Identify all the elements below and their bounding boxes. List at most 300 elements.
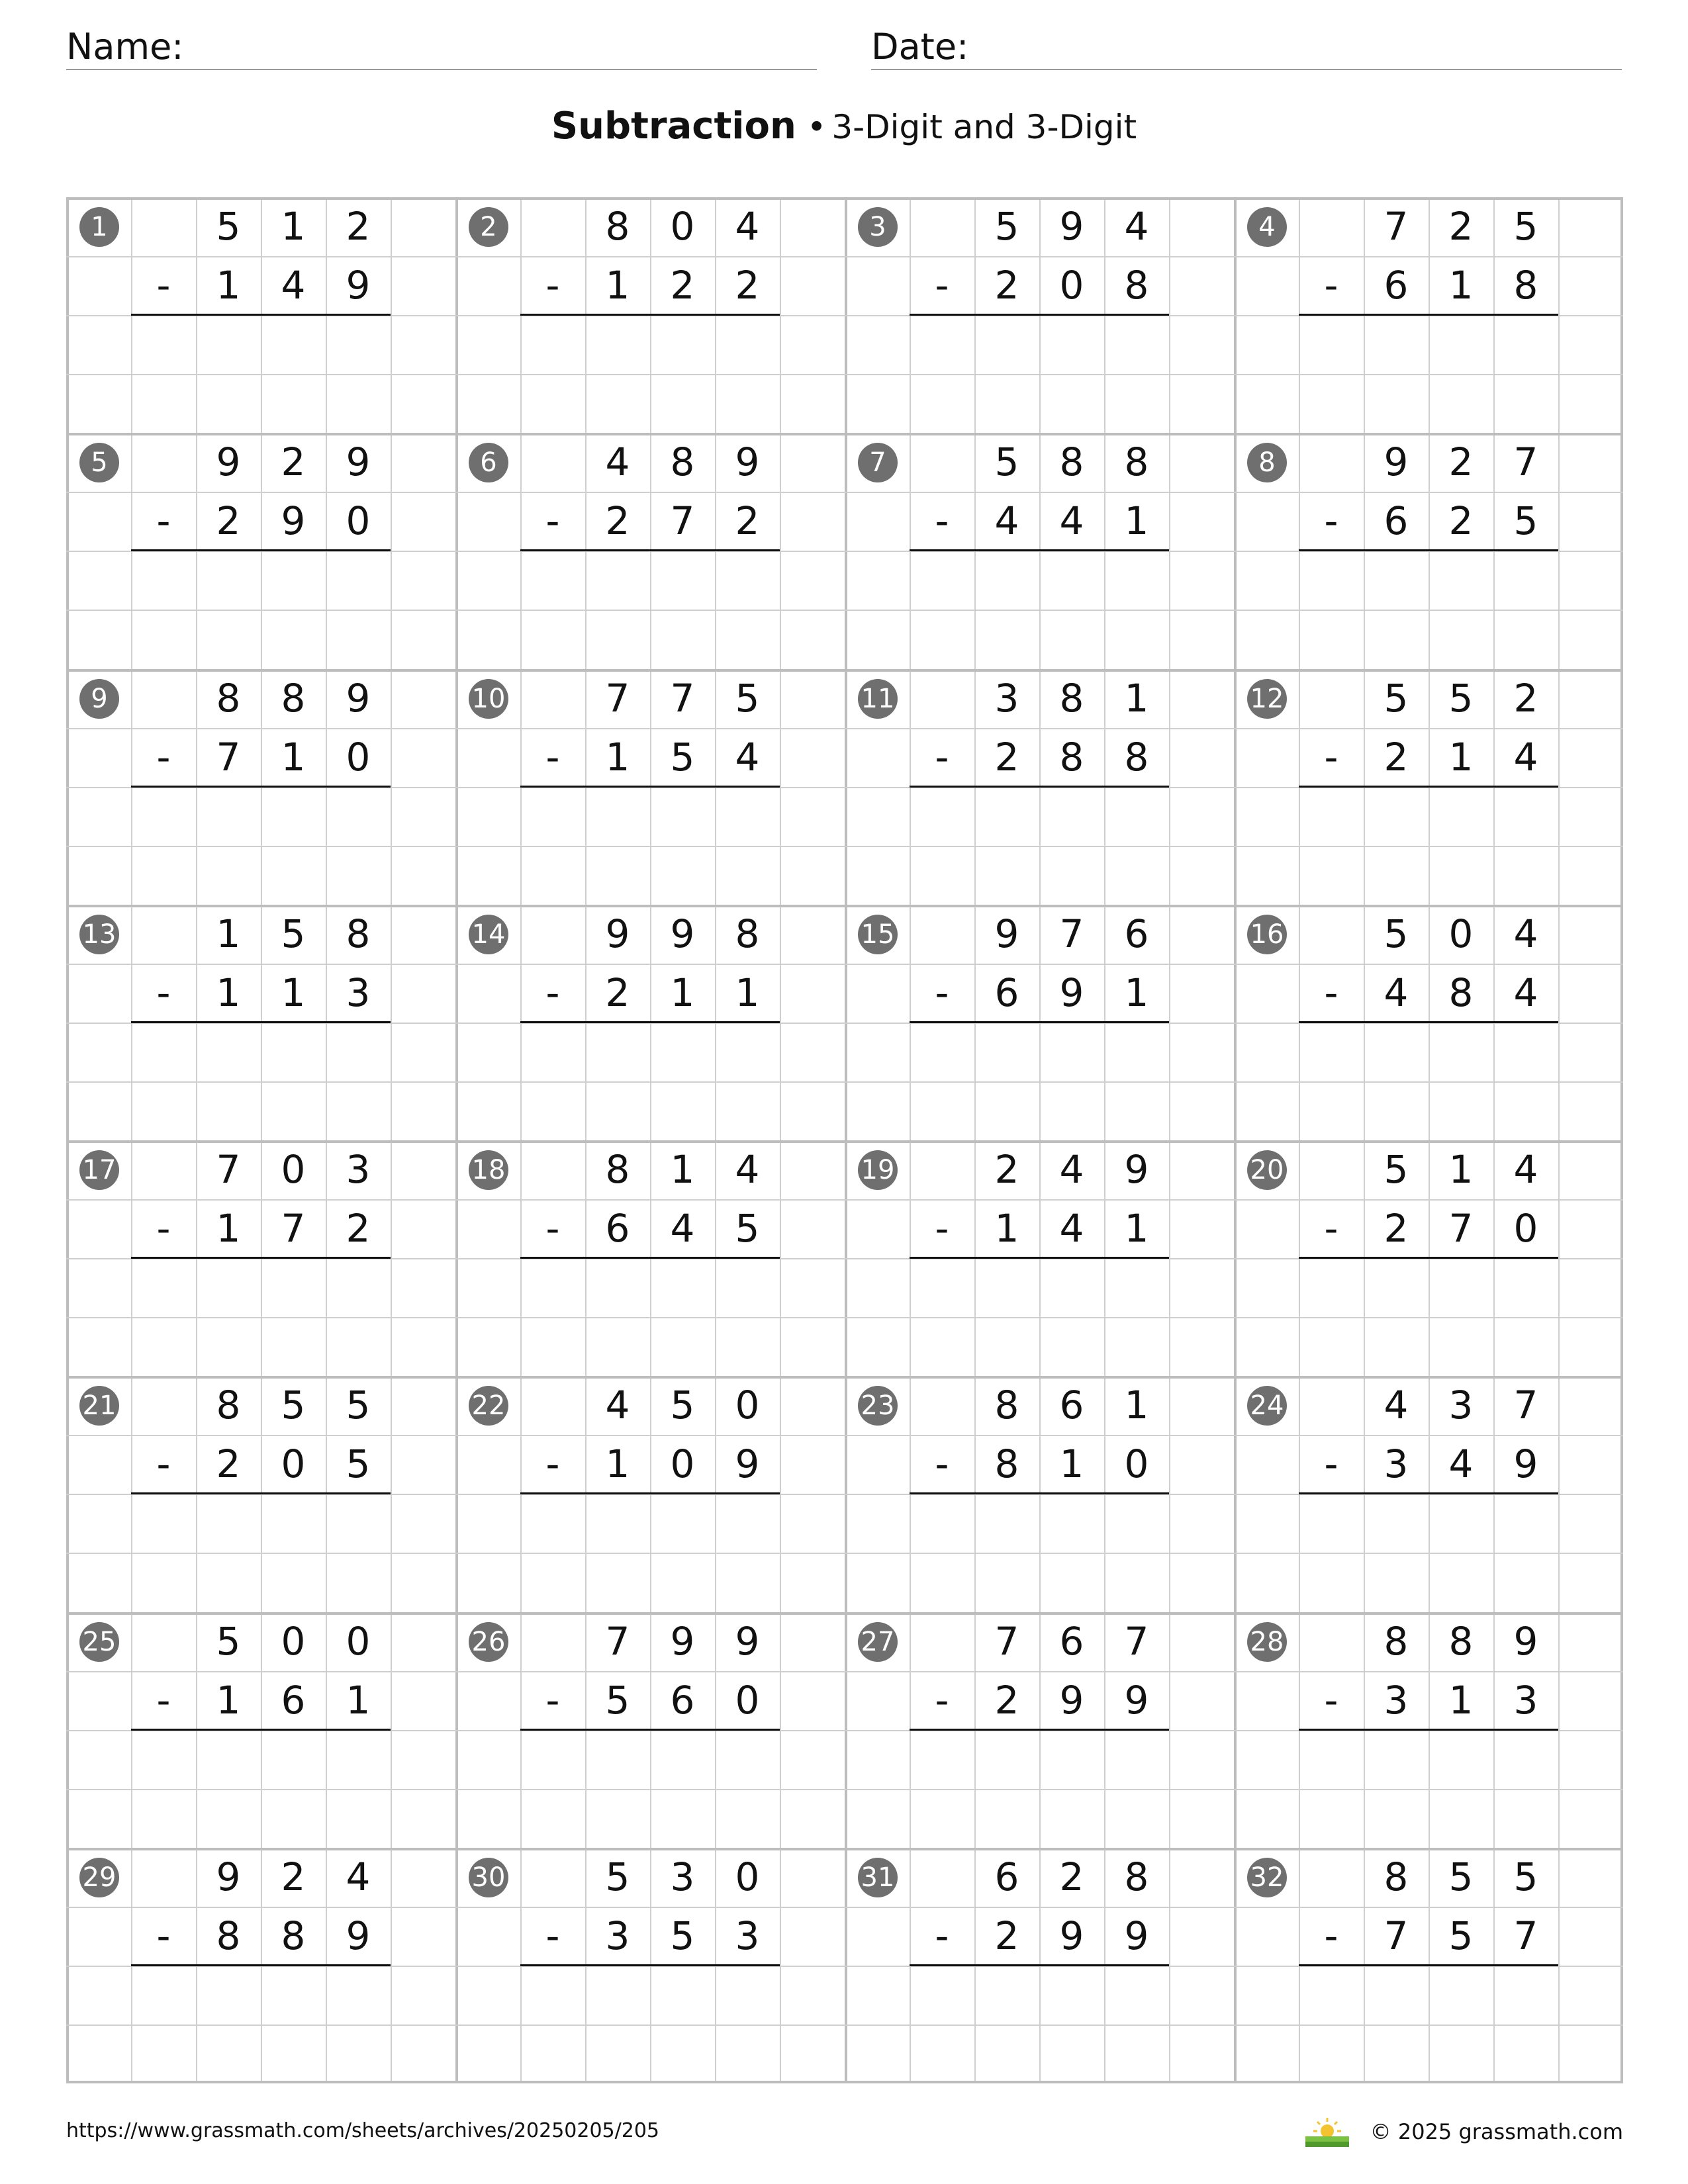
subtrahend-digit: 5 xyxy=(1513,498,1538,544)
problem xyxy=(66,1376,455,1612)
subtrahend-digit: 4 xyxy=(1383,970,1409,1015)
answer-line xyxy=(1299,314,1558,316)
minuend-digit: 5 xyxy=(281,911,306,956)
answer-line xyxy=(910,1729,1169,1731)
problem-number: 19 xyxy=(858,1150,898,1190)
subtrahend-digit: 6 xyxy=(994,970,1019,1015)
title-bullet: • xyxy=(806,108,827,146)
minuend-digit: 6 xyxy=(1124,911,1149,956)
subtrahend-digit: 4 xyxy=(1448,1441,1474,1487)
problem-number: 28 xyxy=(1247,1622,1287,1662)
subtrahend-digit: 1 xyxy=(216,263,241,308)
subtrahend-digit: 0 xyxy=(346,734,371,780)
minus-sign: - xyxy=(156,734,171,780)
subtrahend-digit: 1 xyxy=(1124,1206,1149,1251)
subtrahend-digit: 4 xyxy=(670,1206,695,1251)
minuend-digit: 5 xyxy=(216,1618,241,1664)
minuend-digit: 7 xyxy=(1513,1383,1538,1428)
minuend-digit: 8 xyxy=(1124,439,1149,485)
problem xyxy=(845,1376,1234,1612)
subtrahend-digit: 7 xyxy=(670,498,695,544)
subtrahend-digit: 3 xyxy=(1383,1441,1409,1487)
minuend-digit: 9 xyxy=(346,675,371,721)
problem xyxy=(66,433,455,668)
minuend-digit: 5 xyxy=(216,204,241,249)
subtrahend-digit: 6 xyxy=(605,1206,630,1251)
answer-line xyxy=(910,314,1169,316)
minus-sign: - xyxy=(935,970,949,1015)
minuend-digit: 9 xyxy=(216,1854,241,1899)
problem-number: 23 xyxy=(858,1386,898,1426)
minuend-digit: 9 xyxy=(1059,204,1084,249)
subtrahend-digit: 7 xyxy=(281,1206,306,1251)
subtrahend-digit: 6 xyxy=(281,1677,306,1723)
minuend-digit: 1 xyxy=(1448,1147,1474,1192)
minuend-digit: 9 xyxy=(1513,1618,1538,1664)
subtrahend-digit: 2 xyxy=(994,1677,1019,1723)
minuend-digit: 0 xyxy=(1448,911,1474,956)
minus-sign: - xyxy=(935,498,949,544)
problem-number: 25 xyxy=(79,1622,119,1662)
subtrahend-digit: 9 xyxy=(281,498,306,544)
problem-number: 20 xyxy=(1247,1150,1287,1190)
minus-sign: - xyxy=(935,1441,949,1487)
minuend-digit: 7 xyxy=(1383,204,1409,249)
minus-sign: - xyxy=(935,734,949,780)
minus-sign: - xyxy=(545,1206,560,1251)
problem-number: 5 xyxy=(79,443,119,482)
subtrahend-digit: 9 xyxy=(346,1913,371,1958)
subtrahend-digit: 1 xyxy=(346,1677,371,1723)
name-field[interactable] xyxy=(66,26,817,70)
answer-line xyxy=(910,1021,1169,1023)
minus-sign: - xyxy=(1324,734,1338,780)
minuend-digit: 5 xyxy=(1383,675,1409,721)
minuend-digit: 5 xyxy=(281,1383,306,1428)
answer-line xyxy=(1299,1492,1558,1494)
subtrahend-digit: 0 xyxy=(346,498,371,544)
subtrahend-digit: 0 xyxy=(1059,263,1084,308)
answer-line xyxy=(131,1492,391,1494)
subtrahend-digit: 6 xyxy=(1383,263,1409,308)
minuend-digit: 6 xyxy=(1059,1618,1084,1664)
minuend-digit: 6 xyxy=(994,1854,1019,1899)
minuend-digit: 4 xyxy=(1124,204,1149,249)
subtrahend-digit: 8 xyxy=(281,1913,306,1958)
footer-url: https://www.grassmath.com/sheets/archives/20250205/205 xyxy=(66,2119,660,2142)
minuend-digit: 5 xyxy=(994,439,1019,485)
minuend-digit: 3 xyxy=(1448,1383,1474,1428)
subtrahend-digit: 8 xyxy=(994,1441,1019,1487)
problem-number: 18 xyxy=(469,1150,508,1190)
minuend-digit: 8 xyxy=(1448,1618,1474,1664)
minuend-digit: 7 xyxy=(670,675,695,721)
subtrahend-digit: 5 xyxy=(670,1913,695,1958)
problem-number: 15 xyxy=(858,915,898,954)
subtrahend-digit: 7 xyxy=(1383,1913,1409,1958)
minuend-digit: 4 xyxy=(605,439,630,485)
minuend-digit: 8 xyxy=(1383,1854,1409,1899)
subtrahend-digit: 4 xyxy=(1059,1206,1084,1251)
minuend-digit: 9 xyxy=(994,911,1019,956)
problem xyxy=(845,1140,1234,1376)
subtrahend-digit: 8 xyxy=(1124,734,1149,780)
subtrahend-digit: 5 xyxy=(346,1441,371,1487)
problem xyxy=(455,1612,845,1848)
minuend-digit: 4 xyxy=(735,204,760,249)
subtrahend-digit: 1 xyxy=(216,1206,241,1251)
minus-sign: - xyxy=(545,1441,560,1487)
problem-number: 8 xyxy=(1247,443,1287,482)
subtrahend-digit: 5 xyxy=(605,1677,630,1723)
subtrahend-digit: 0 xyxy=(1513,1206,1538,1251)
answer-line xyxy=(520,549,780,551)
subtrahend-digit: 5 xyxy=(670,734,695,780)
minuend-digit: 3 xyxy=(670,1854,695,1899)
worksheet-title xyxy=(0,105,1688,148)
minuend-digit: 9 xyxy=(735,439,760,485)
footer-brand xyxy=(1304,2115,1623,2148)
minuend-digit: 9 xyxy=(670,911,695,956)
minuend-digit: 1 xyxy=(1124,1383,1149,1428)
subtrahend-digit: 4 xyxy=(994,498,1019,544)
subtrahend-digit: 2 xyxy=(1383,1206,1409,1251)
title-sub: 3-Digit and 3-Digit xyxy=(831,108,1137,146)
subtrahend-digit: 4 xyxy=(1059,498,1084,544)
minuend-digit: 8 xyxy=(735,911,760,956)
minuend-digit: 5 xyxy=(1513,1854,1538,1899)
problem-number: 10 xyxy=(469,679,508,719)
subtrahend-digit: 9 xyxy=(1513,1441,1538,1487)
answer-line xyxy=(910,1257,1169,1259)
subtrahend-digit: 1 xyxy=(670,970,695,1015)
problem xyxy=(66,905,455,1140)
minuend-digit: 8 xyxy=(1124,1854,1149,1899)
subtrahend-digit: 1 xyxy=(281,970,306,1015)
minuend-digit: 7 xyxy=(1513,439,1538,485)
answer-line xyxy=(520,1257,780,1259)
minus-sign: - xyxy=(1324,498,1338,544)
minus-sign: - xyxy=(1324,1441,1338,1487)
problem-number: 22 xyxy=(469,1386,508,1426)
subtrahend-digit: 2 xyxy=(1383,734,1409,780)
problem-number: 26 xyxy=(469,1622,508,1662)
subtrahend-digit: 2 xyxy=(216,1441,241,1487)
minuend-digit: 8 xyxy=(216,675,241,721)
answer-line xyxy=(910,1964,1169,1966)
problem xyxy=(66,1612,455,1848)
minus-sign: - xyxy=(1324,970,1338,1015)
answer-line xyxy=(520,1021,780,1023)
problem-number: 3 xyxy=(858,207,898,247)
problem xyxy=(455,669,845,905)
minus-sign: - xyxy=(935,1677,949,1723)
problem xyxy=(845,197,1234,433)
problem-number: 27 xyxy=(858,1622,898,1662)
minuend-digit: 8 xyxy=(1059,439,1084,485)
minuend-digit: 0 xyxy=(735,1383,760,1428)
minuend-digit: 2 xyxy=(281,1854,306,1899)
problem xyxy=(455,1140,845,1376)
title-main: Subtraction xyxy=(551,105,796,148)
minuend-digit: 9 xyxy=(216,439,241,485)
minus-sign: - xyxy=(545,1913,560,1958)
subtrahend-digit: 2 xyxy=(994,734,1019,780)
minuend-digit: 5 xyxy=(1513,204,1538,249)
answer-line xyxy=(910,549,1169,551)
minus-sign: - xyxy=(545,1677,560,1723)
problem-number: 17 xyxy=(79,1150,119,1190)
minuend-digit: 0 xyxy=(735,1854,760,1899)
problem-number: 32 xyxy=(1247,1858,1287,1897)
answer-line xyxy=(910,786,1169,788)
problem-number: 7 xyxy=(858,443,898,482)
answer-line xyxy=(1299,1964,1558,1966)
answer-line xyxy=(520,1729,780,1731)
problem-number: 9 xyxy=(79,679,119,719)
subtrahend-digit: 3 xyxy=(1383,1677,1409,1723)
answer-line xyxy=(520,1492,780,1494)
problem-number: 14 xyxy=(469,915,508,954)
minus-sign: - xyxy=(156,970,171,1015)
answer-line xyxy=(131,314,391,316)
problem-number: 24 xyxy=(1247,1386,1287,1426)
problem-number: 12 xyxy=(1247,679,1287,719)
problem xyxy=(1234,905,1623,1140)
minuend-digit: 5 xyxy=(1383,1147,1409,1192)
subtrahend-digit: 3 xyxy=(735,1913,760,1958)
problem xyxy=(845,1612,1234,1848)
problem xyxy=(1234,1140,1623,1376)
date-field[interactable] xyxy=(871,26,1622,70)
answer-line xyxy=(1299,549,1558,551)
problem xyxy=(455,433,845,668)
minuend-digit: 4 xyxy=(346,1854,371,1899)
problem xyxy=(845,905,1234,1140)
minuend-digit: 5 xyxy=(994,204,1019,249)
minuend-digit: 9 xyxy=(1383,439,1409,485)
minus-sign: - xyxy=(156,498,171,544)
minuend-digit: 2 xyxy=(1448,439,1474,485)
problem-number: 16 xyxy=(1247,915,1287,954)
answer-line xyxy=(1299,1257,1558,1259)
minuend-digit: 5 xyxy=(605,1854,630,1899)
copyright: © 2025 grassmath.com xyxy=(1370,2119,1623,2144)
problem-number: 13 xyxy=(79,915,119,954)
problem xyxy=(66,1140,455,1376)
minus-sign: - xyxy=(156,1677,171,1723)
subtrahend-digit: 2 xyxy=(1448,498,1474,544)
minuend-digit: 5 xyxy=(735,675,760,721)
minuend-digit: 6 xyxy=(1059,1383,1084,1428)
minuend-digit: 7 xyxy=(605,675,630,721)
subtrahend-digit: 3 xyxy=(346,970,371,1015)
minuend-digit: 8 xyxy=(1383,1618,1409,1664)
minuend-digit: 4 xyxy=(1383,1383,1409,1428)
minuend-digit: 1 xyxy=(1124,675,1149,721)
subtrahend-digit: 1 xyxy=(216,1677,241,1723)
minus-sign: - xyxy=(935,1206,949,1251)
minuend-digit: 8 xyxy=(670,439,695,485)
subtrahend-digit: 1 xyxy=(281,734,306,780)
subtrahend-digit: 2 xyxy=(735,263,760,308)
minus-sign: - xyxy=(545,734,560,780)
problem xyxy=(1234,433,1623,668)
subtrahend-digit: 2 xyxy=(994,1913,1019,1958)
name-label: Name: xyxy=(66,26,184,68)
subtrahend-digit: 2 xyxy=(735,498,760,544)
minus-sign: - xyxy=(545,970,560,1015)
minuend-digit: 5 xyxy=(346,1383,371,1428)
subtrahend-digit: 4 xyxy=(281,263,306,308)
minuend-digit: 8 xyxy=(605,1147,630,1192)
problem-number: 29 xyxy=(79,1858,119,1897)
minuend-digit: 2 xyxy=(1513,675,1538,721)
problem xyxy=(455,1376,845,1612)
problem xyxy=(455,197,845,433)
answer-line xyxy=(131,1021,391,1023)
problem xyxy=(455,1848,845,2083)
subtrahend-digit: 9 xyxy=(1059,1913,1084,1958)
minuend-digit: 8 xyxy=(346,911,371,956)
minus-sign: - xyxy=(156,263,171,308)
minus-sign: - xyxy=(1324,1206,1338,1251)
minuend-digit: 4 xyxy=(1513,1147,1538,1192)
subtrahend-digit: 9 xyxy=(735,1441,760,1487)
minuend-digit: 0 xyxy=(281,1618,306,1664)
minuend-digit: 3 xyxy=(346,1147,371,1192)
minus-sign: - xyxy=(1324,1913,1338,1958)
minuend-digit: 2 xyxy=(1059,1854,1084,1899)
problem-number: 6 xyxy=(469,443,508,482)
subtrahend-digit: 9 xyxy=(346,263,371,308)
minus-sign: - xyxy=(156,1206,171,1251)
subtrahend-digit: 1 xyxy=(605,263,630,308)
problem xyxy=(1234,1376,1623,1612)
minuend-digit: 4 xyxy=(605,1383,630,1428)
subtrahend-digit: 1 xyxy=(216,970,241,1015)
minuend-digit: 9 xyxy=(605,911,630,956)
minuend-digit: 9 xyxy=(1124,1147,1149,1192)
problem xyxy=(1234,669,1623,905)
subtrahend-digit: 8 xyxy=(1513,263,1538,308)
problem xyxy=(66,197,455,433)
minuend-digit: 8 xyxy=(994,1383,1019,1428)
subtrahend-digit: 1 xyxy=(605,734,630,780)
problem xyxy=(1234,197,1623,433)
subtrahend-digit: 2 xyxy=(605,970,630,1015)
problem xyxy=(845,669,1234,905)
minuend-digit: 5 xyxy=(1448,675,1474,721)
minuend-digit: 1 xyxy=(281,204,306,249)
subtrahend-digit: 7 xyxy=(216,734,241,780)
minus-sign: - xyxy=(1324,263,1338,308)
problem-number: 4 xyxy=(1247,207,1287,247)
minus-sign: - xyxy=(935,263,949,308)
minus-sign: - xyxy=(1324,1677,1338,1723)
problem xyxy=(455,905,845,1140)
problem xyxy=(66,669,455,905)
problem-number: 2 xyxy=(469,207,508,247)
subtrahend-digit: 8 xyxy=(1124,263,1149,308)
minuend-digit: 2 xyxy=(1448,204,1474,249)
minuend-digit: 9 xyxy=(670,1618,695,1664)
subtrahend-digit: 5 xyxy=(735,1206,760,1251)
minuend-digit: 1 xyxy=(670,1147,695,1192)
subtrahend-digit: 1 xyxy=(1448,263,1474,308)
subtrahend-digit: 9 xyxy=(1124,1913,1149,1958)
minuend-digit: 9 xyxy=(735,1618,760,1664)
subtrahend-digit: 0 xyxy=(1124,1441,1149,1487)
subtrahend-digit: 9 xyxy=(1059,970,1084,1015)
minuend-digit: 5 xyxy=(670,1383,695,1428)
subtrahend-digit: 1 xyxy=(605,1441,630,1487)
problem xyxy=(845,1848,1234,2083)
problem-number: 11 xyxy=(858,679,898,719)
answer-line xyxy=(131,549,391,551)
problem xyxy=(1234,1612,1623,1848)
answer-line xyxy=(520,1964,780,1966)
answer-line xyxy=(1299,1021,1558,1023)
minus-sign: - xyxy=(545,498,560,544)
subtrahend-digit: 1 xyxy=(1059,1441,1084,1487)
subtrahend-digit: 7 xyxy=(1513,1913,1538,1958)
minuend-digit: 7 xyxy=(994,1618,1019,1664)
minuend-digit: 7 xyxy=(605,1618,630,1664)
answer-line xyxy=(1299,1729,1558,1731)
minus-sign: - xyxy=(935,1913,949,1958)
minuend-digit: 3 xyxy=(994,675,1019,721)
minuend-digit: 4 xyxy=(1513,911,1538,956)
subtrahend-digit: 6 xyxy=(670,1677,695,1723)
answer-line xyxy=(910,1492,1169,1494)
problem-number: 31 xyxy=(858,1858,898,1897)
minus-sign: - xyxy=(156,1913,171,1958)
minuend-digit: 7 xyxy=(1124,1618,1149,1664)
subtrahend-digit: 4 xyxy=(1513,970,1538,1015)
minuend-digit: 8 xyxy=(1059,675,1084,721)
answer-line xyxy=(131,1964,391,1966)
minuend-digit: 7 xyxy=(1059,911,1084,956)
minuend-digit: 1 xyxy=(216,911,241,956)
subtrahend-digit: 2 xyxy=(605,498,630,544)
subtrahend-digit: 2 xyxy=(216,498,241,544)
subtrahend-digit: 9 xyxy=(1124,1677,1149,1723)
subtrahend-digit: 1 xyxy=(1124,498,1149,544)
subtrahend-digit: 9 xyxy=(1059,1677,1084,1723)
answer-line xyxy=(131,786,391,788)
minuend-digit: 4 xyxy=(1059,1147,1084,1192)
subtrahend-digit: 8 xyxy=(1448,970,1474,1015)
grass-sun-logo-icon xyxy=(1304,2115,1350,2148)
problem-number: 21 xyxy=(79,1386,119,1426)
answer-line xyxy=(131,1257,391,1259)
subtrahend-digit: 2 xyxy=(346,1206,371,1251)
minus-sign: - xyxy=(545,263,560,308)
subtrahend-digit: 1 xyxy=(1448,1677,1474,1723)
minuend-digit: 8 xyxy=(216,1383,241,1428)
subtrahend-digit: 4 xyxy=(735,734,760,780)
problem xyxy=(66,1848,455,2083)
subtrahend-digit: 3 xyxy=(1513,1677,1538,1723)
date-label: Date: xyxy=(871,26,969,68)
subtrahend-digit: 1 xyxy=(1448,734,1474,780)
problem xyxy=(1234,1848,1623,2083)
minuend-digit: 7 xyxy=(216,1147,241,1192)
minuend-digit: 8 xyxy=(281,675,306,721)
subtrahend-digit: 2 xyxy=(994,263,1019,308)
minuend-digit: 5 xyxy=(1448,1854,1474,1899)
